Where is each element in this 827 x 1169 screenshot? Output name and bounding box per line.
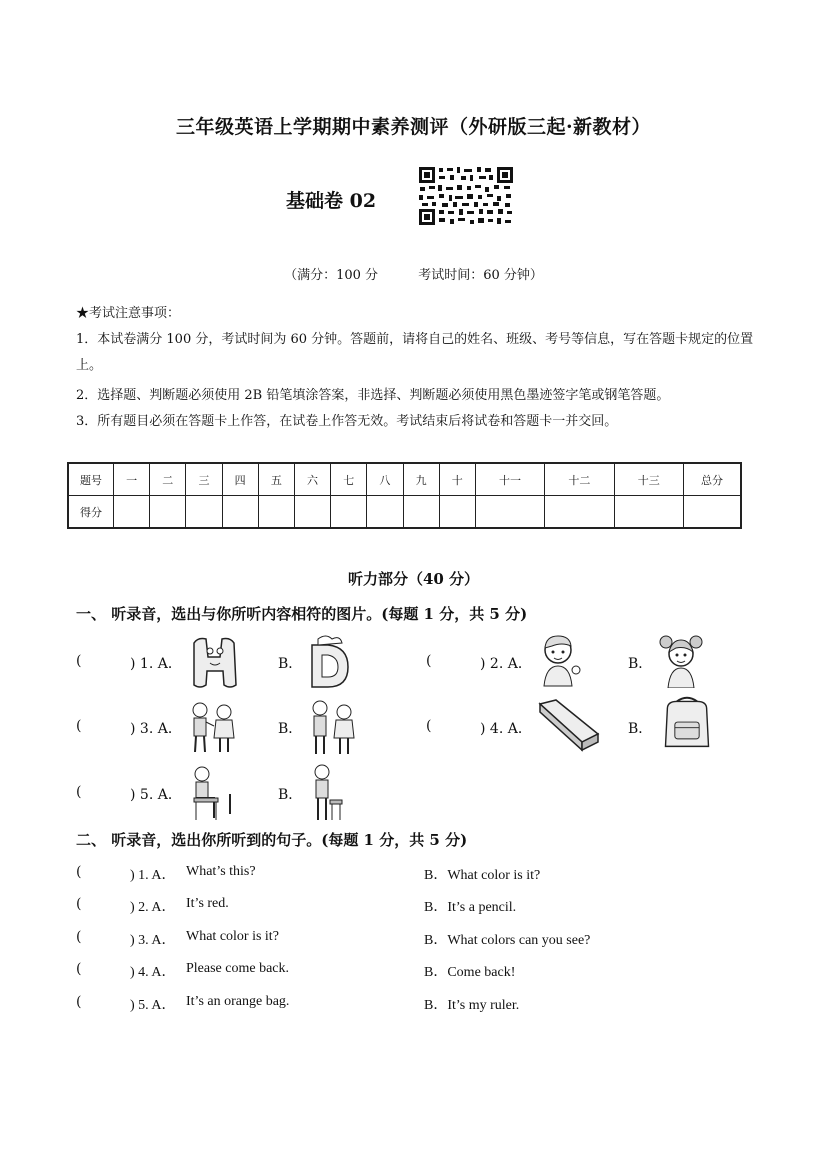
part2-heading: 二、 听录音，选出你所听到的句子。(每题 1 分，共 5 分)	[76, 831, 468, 849]
table-col: 九	[403, 463, 439, 496]
score-info	[0, 264, 827, 283]
boy-sitting-picture[interactable]	[184, 764, 242, 822]
letter-d-picture[interactable]	[300, 633, 358, 691]
answer-paren: (	[76, 929, 82, 945]
score-cell[interactable]	[614, 496, 683, 529]
girl-picture[interactable]	[652, 630, 710, 688]
table-col: 七	[331, 463, 367, 496]
option-b[interactable]: B．It’s a pencil.	[424, 900, 517, 915]
schoolbag-picture[interactable]	[658, 694, 716, 752]
boy-standing-picture[interactable]	[300, 764, 358, 822]
option-b-label: B．	[278, 721, 303, 737]
table-col: 三	[186, 463, 222, 496]
answer-paren: (	[76, 961, 82, 977]
part1-heading: 一、 听录音，选出与你所听内容相符的图片。(每题 1 分，共 5 分)	[76, 605, 528, 623]
book-picture[interactable]	[536, 698, 602, 756]
notice-title: ★考试注意事项：	[76, 306, 181, 321]
table-col: 十二	[545, 463, 614, 496]
question-number: ) 2. A．	[480, 656, 532, 672]
answer-paren: (	[426, 653, 432, 669]
option-b-label: B．	[628, 656, 653, 672]
table-label: 题号	[68, 463, 114, 496]
option-a[interactable]: It’s red.	[186, 896, 229, 911]
option-b[interactable]: B．Come back!	[424, 965, 516, 980]
question-number: ) 5. A．	[130, 998, 176, 1013]
option-b[interactable]: B．What colors can you see?	[424, 933, 591, 948]
score-cell[interactable]	[258, 496, 294, 529]
score-cell[interactable]	[294, 496, 330, 529]
exam-time: 考试时间：60 分钟）	[418, 268, 543, 283]
answer-paren: (	[76, 896, 82, 912]
question-number: ) 3. A．	[130, 721, 182, 737]
score-cell[interactable]	[403, 496, 439, 529]
question-number: ) 1. A．	[130, 656, 182, 672]
section-title: 听力部分（40 分）	[347, 570, 480, 588]
option-b[interactable]: B．What color is it?	[424, 868, 541, 883]
table-label: 得分	[68, 496, 114, 529]
letter-h-picture[interactable]	[186, 633, 244, 691]
notice-item-1: 1．本试卷满分 100 分，考试时间为 60 分钟。答题前，请将自己的姓名、班级、考号等信息，写在答题卡规定的位置上。	[76, 332, 754, 373]
table-col: 十	[439, 463, 475, 496]
question-number: ) 5. A．	[130, 787, 182, 803]
option-a[interactable]: Please come back.	[186, 961, 290, 976]
exam-subtitle: 基础卷 02	[286, 190, 377, 212]
option-a[interactable]: What color is it?	[186, 929, 279, 944]
answer-paren: (	[426, 718, 432, 734]
option-a[interactable]: What’s this?	[186, 864, 256, 879]
boy-and-girl-picture-b[interactable]	[302, 698, 360, 756]
option-b-label: B．	[278, 787, 303, 803]
table-col: 四	[222, 463, 258, 496]
score-cell[interactable]	[545, 496, 614, 529]
table-col: 十一	[475, 463, 544, 496]
question-number: ) 2. A．	[130, 900, 176, 915]
table-col: 五	[258, 463, 294, 496]
question-number: ) 4. A．	[130, 965, 176, 980]
boy-picture[interactable]	[532, 630, 590, 688]
score-cell[interactable]	[367, 496, 403, 529]
answer-paren: (	[76, 718, 82, 734]
score-table-score-row	[68, 496, 741, 529]
boy-and-girl-picture-a[interactable]	[184, 698, 242, 756]
option-b-label: B．	[278, 656, 303, 672]
exam-title: 三年级英语上学期期中素养测评（外研版三起·新教材）	[175, 116, 652, 138]
option-a[interactable]: It’s an orange bag.	[186, 994, 290, 1009]
table-col: 六	[294, 463, 330, 496]
score-cell[interactable]	[475, 496, 544, 529]
question-number: ) 4. A．	[480, 721, 532, 737]
table-col: 八	[367, 463, 403, 496]
score-cell[interactable]	[114, 496, 150, 529]
score-cell[interactable]	[186, 496, 222, 529]
answer-paren: (	[76, 653, 82, 669]
table-col: 二	[150, 463, 186, 496]
score-cell[interactable]	[331, 496, 367, 529]
question-number: ) 1. A．	[130, 868, 176, 883]
score-cell[interactable]	[684, 496, 742, 529]
answer-paren: (	[76, 864, 82, 880]
score-table-header-row	[68, 463, 741, 496]
question-number: ) 3. A．	[130, 933, 176, 948]
score-cell[interactable]	[439, 496, 475, 529]
score-cell[interactable]	[222, 496, 258, 529]
option-b-label: B．	[628, 721, 653, 737]
notice-item-3: 3．所有题目必须在答题卡上作答，在试卷上作答无效。考试结束后将试卷和答题卡一并交回。	[76, 414, 618, 429]
score-table	[67, 462, 742, 529]
option-b[interactable]: B．It’s my ruler.	[424, 998, 520, 1013]
table-col: 一	[114, 463, 150, 496]
answer-paren: (	[76, 784, 82, 800]
score-cell[interactable]	[150, 496, 186, 529]
full-score: （满分：100 分	[284, 268, 379, 283]
table-col: 总分	[684, 463, 742, 496]
notice-item-2: 2．选择题、判断题必须使用 2B 铅笔填涂答案，非选择、判断题必须使用黑色墨迹签字笔或钢笔答题。	[76, 388, 670, 403]
answer-paren: (	[76, 994, 82, 1010]
qr-code	[417, 165, 515, 227]
table-col: 十三	[614, 463, 683, 496]
